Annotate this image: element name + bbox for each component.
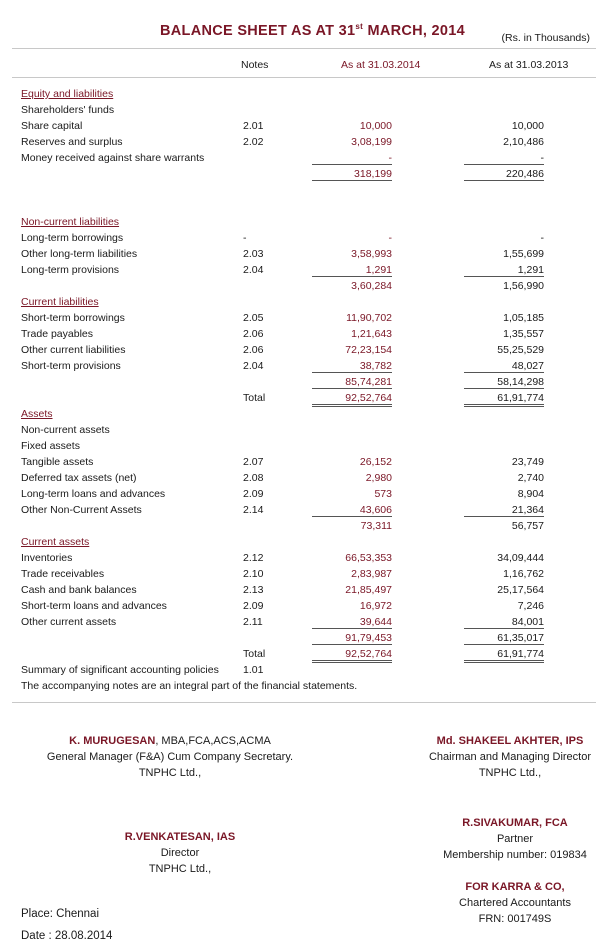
row-label: Reserves and surplus [21, 136, 123, 148]
value-current-year: 10,000 [359, 120, 392, 132]
value-previous-year: 1,16,762 [503, 568, 544, 580]
table-row [0, 103, 608, 119]
row-label: Deferred tax assets (net) [21, 472, 137, 484]
row-label: Money received against share warrants [21, 152, 205, 164]
row-label: Tangible assets [21, 456, 94, 468]
row-label: Other current assets [21, 616, 117, 628]
table-row [0, 567, 608, 583]
value-current-year: - [312, 152, 392, 165]
row-note: Total [243, 392, 266, 404]
date-text: Date : 28.08.2014 [21, 930, 113, 942]
firm-name: FOR KARRA & CO, [465, 881, 565, 893]
spacer-row [0, 183, 608, 199]
section-heading-row [0, 295, 608, 311]
row-label: Summary of significant accounting policies [21, 664, 219, 676]
value-current-year: 92,52,764 [312, 648, 392, 663]
table-row [0, 583, 608, 599]
col-header-notes: Notes [241, 59, 269, 71]
header-top-rule [12, 48, 596, 49]
value-current-year: 2,980 [365, 472, 392, 484]
row-label: Inventories [21, 552, 73, 564]
place-text: Place: Chennai [21, 908, 99, 920]
title-text-rest: MARCH, 2014 [363, 22, 466, 39]
table-row [0, 599, 608, 615]
row-label: Fixed assets [21, 440, 80, 452]
row-label: The accompanying notes are an integral part of the financial statements. [21, 680, 358, 692]
value-previous-year: 2,10,486 [503, 136, 544, 148]
section-heading: Current liabilities [21, 296, 99, 308]
row-label: Long-term provisions [21, 264, 120, 276]
value-previous-year: 1,55,699 [503, 248, 544, 260]
value-current-year: 1,21,643 [351, 328, 392, 340]
row-label: Cash and bank balances [21, 584, 137, 596]
signatory-org: TNPHC Ltd., [148, 863, 212, 875]
signature-director [100, 829, 260, 877]
value-previous-year: - [540, 232, 544, 244]
value-current-year: 16,972 [359, 600, 392, 612]
row-note: 2.09 [243, 600, 264, 612]
row-note: 2.11 [243, 616, 263, 628]
section-heading: Equity and liabilities [21, 88, 114, 100]
value-current-year: 26,152 [359, 456, 392, 468]
signatory-name: R.VENKATESAN, IAS [124, 831, 236, 843]
value-previous-year: 61,91,774 [464, 392, 544, 407]
signature-gm [40, 733, 300, 781]
value-current-year: 38,782 [312, 360, 392, 373]
value-previous-year: 48,027 [464, 360, 544, 373]
table-row [0, 279, 608, 295]
row-note: 2.05 [243, 312, 264, 324]
col-header-previous: As at 31.03.2013 [489, 59, 569, 71]
value-current-year: 72,23,154 [345, 344, 392, 356]
table-row [0, 631, 608, 647]
title-text: BALANCE SHEET AS AT 31 [160, 22, 356, 39]
signatory-org: TNPHC Ltd., [138, 767, 202, 779]
row-label: Other Non-Current Assets [21, 504, 142, 516]
row-note: 1.01 [243, 664, 264, 676]
signatory-name: K. MURUGESAN [69, 735, 156, 747]
value-current-year: 43,606 [312, 504, 392, 517]
membership-number: Membership number: 019834 [443, 849, 587, 861]
value-current-year: 3,58,993 [351, 248, 392, 260]
section-heading-row [0, 535, 608, 551]
table-row [0, 327, 608, 343]
table-row [0, 151, 608, 167]
signatory-quals: , MBA,FCA,ACS,ACMA [155, 735, 271, 747]
row-note: - [243, 232, 247, 244]
table-row [0, 471, 608, 487]
value-current-year: 318,199 [312, 168, 392, 181]
row-note: 2.09 [243, 488, 264, 500]
value-current-year: 11,90,702 [346, 312, 392, 324]
row-label: Short-term loans and advances [21, 600, 167, 612]
table-row [0, 455, 608, 471]
value-previous-year: 55,25,529 [497, 344, 544, 356]
table-row [0, 551, 608, 567]
value-current-year: 3,08,199 [351, 136, 392, 148]
row-label: Shareholders' funds [21, 104, 115, 116]
row-note: 2.10 [243, 568, 264, 580]
table-row [0, 167, 608, 183]
value-current-year: 92,52,764 [312, 392, 392, 407]
section-heading: Current assets [21, 536, 90, 548]
value-current-year: 2,83,987 [351, 568, 392, 580]
table-row [0, 487, 608, 503]
signatory-title: Chairman and Managing Director [428, 751, 592, 763]
signature-firm [430, 879, 600, 927]
value-previous-year: 2,740 [517, 472, 544, 484]
signatory-title: Director [160, 847, 200, 859]
value-previous-year: 61,91,774 [464, 648, 544, 663]
value-previous-year: 84,001 [464, 616, 544, 629]
row-label: Other current liabilities [21, 344, 126, 356]
row-note: 2.13 [243, 584, 264, 596]
col-header-current: As at 31.03.2014 [341, 59, 421, 71]
row-note: 2.03 [243, 248, 264, 260]
table-row [0, 231, 608, 247]
row-label: Long-term borrowings [21, 232, 124, 244]
row-note: 2.04 [243, 264, 264, 276]
row-note: Total [243, 648, 266, 660]
signature-cmd [420, 733, 600, 781]
value-previous-year: 34,09,444 [497, 552, 544, 564]
value-previous-year: - [464, 152, 544, 165]
value-previous-year: 61,35,017 [464, 632, 544, 645]
signatory-name: R.SIVAKUMAR, FCA [462, 817, 568, 829]
row-note: 2.07 [243, 456, 264, 468]
row-label: Short-term borrowings [21, 312, 125, 324]
signatory-title: Partner [496, 833, 534, 845]
value-previous-year: 23,749 [511, 456, 544, 468]
value-previous-year: 1,05,185 [503, 312, 544, 324]
value-current-year: 39,644 [312, 616, 392, 629]
row-note: 2.02 [243, 136, 264, 148]
signatory-title: General Manager (F&A) Cum Company Secretary. [46, 751, 294, 763]
value-previous-year: 58,14,298 [464, 376, 544, 389]
row-label: Long-term loans and advances [21, 488, 166, 500]
value-previous-year: 1,35,557 [503, 328, 544, 340]
row-note: 2.06 [243, 344, 264, 356]
row-note: 2.01 [243, 120, 264, 132]
table-row [0, 519, 608, 535]
table-row [0, 679, 608, 695]
value-previous-year: 10,000 [511, 120, 544, 132]
units-note: (Rs. in Thousands) [501, 32, 590, 44]
value-current-year: 91,79,453 [312, 632, 392, 645]
signatory-name: Md. SHAKEEL AKHTER, IPS [436, 735, 584, 747]
signatory-org: TNPHC Ltd., [478, 767, 542, 779]
table-row [0, 663, 608, 679]
table-row [0, 247, 608, 263]
value-previous-year: 8,904 [517, 488, 544, 500]
value-current-year: - [388, 232, 392, 244]
signature-partner [430, 815, 600, 863]
section-heading-row [0, 215, 608, 231]
title-superscript: st [355, 22, 364, 31]
table-row [0, 135, 608, 151]
value-previous-year: 1,56,990 [503, 280, 544, 292]
section-heading: Non-current liabilities [21, 216, 120, 228]
row-note: 2.12 [243, 552, 264, 564]
value-current-year: 573 [374, 488, 392, 500]
value-previous-year: 21,364 [464, 504, 544, 517]
section-heading: Assets [21, 408, 53, 420]
row-label: Share capital [21, 120, 83, 132]
table-row [0, 439, 608, 455]
value-current-year: 73,311 [360, 520, 392, 532]
firm-registration: FRN: 001749S [478, 913, 552, 925]
value-current-year: 3,60,284 [351, 280, 392, 292]
table-row [0, 503, 608, 519]
table-row [0, 119, 608, 135]
row-label: Trade receivables [21, 568, 105, 580]
table-row [0, 391, 608, 407]
firm-type: Chartered Accountants [459, 897, 571, 909]
table-row [0, 423, 608, 439]
table-row [0, 615, 608, 631]
table-row [0, 359, 608, 375]
row-label: Trade payables [21, 328, 93, 340]
row-label: Short-term provisions [21, 360, 121, 372]
value-current-year: 21,85,497 [345, 584, 392, 596]
table-row [0, 263, 608, 279]
row-label: Other long-term liabilities [21, 248, 138, 260]
page-title [160, 22, 465, 39]
value-previous-year: 25,17,564 [497, 584, 544, 596]
row-note: 2.14 [243, 504, 264, 516]
row-note: 2.08 [243, 472, 264, 484]
value-previous-year: 56,757 [511, 520, 544, 532]
table-row [0, 343, 608, 359]
signature-divider [12, 702, 596, 703]
header-bottom-rule [12, 77, 596, 78]
section-heading-row [0, 87, 608, 103]
row-note: 2.06 [243, 328, 264, 340]
value-current-year: 66,53,353 [345, 552, 392, 564]
value-previous-year: 1,291 [464, 264, 544, 277]
row-label: Non-current assets [21, 424, 110, 436]
value-previous-year: 220,486 [464, 168, 544, 181]
section-heading-row [0, 407, 608, 423]
row-note: 2.04 [243, 360, 264, 372]
value-current-year: 85,74,281 [312, 376, 392, 389]
table-row [0, 375, 608, 391]
value-previous-year: 7,246 [517, 600, 544, 612]
value-current-year: 1,291 [312, 264, 392, 277]
table-row [0, 311, 608, 327]
table-row [0, 647, 608, 663]
spacer-row [0, 199, 608, 215]
